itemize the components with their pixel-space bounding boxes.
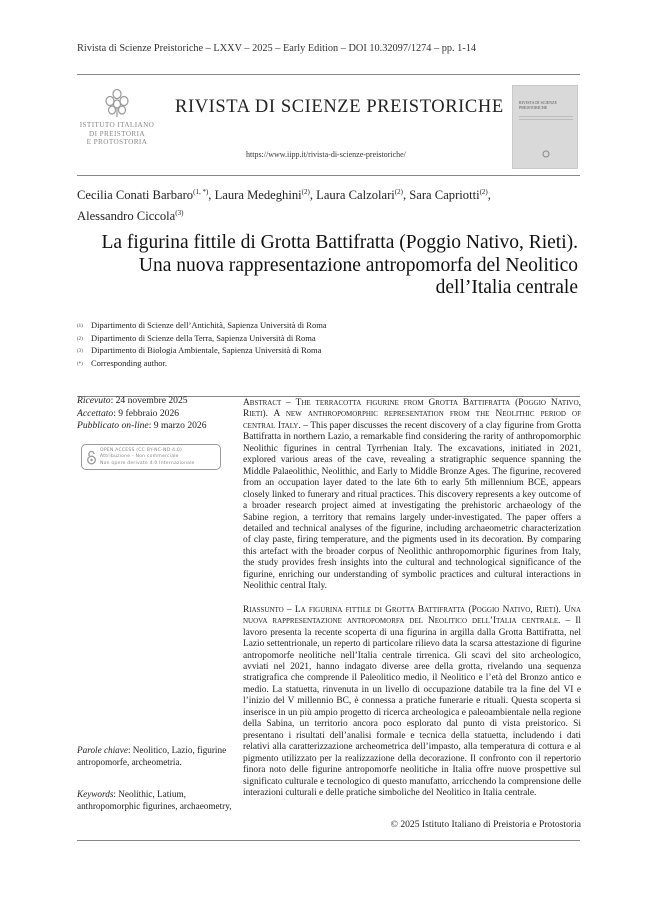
institute-name-line: DI PREISTORIA (89, 129, 145, 138)
institute-name-line: ISTITUTO ITALIANO (79, 121, 155, 129)
affiliation-mark: (1) (77, 324, 83, 329)
author-affiliation-mark: (2) (301, 188, 310, 196)
accepted-label: Accettato (77, 407, 114, 419)
abstract-english (243, 398, 581, 593)
title-line: dell’Italia centrale (435, 277, 578, 298)
affiliation-mark: (3) (77, 349, 83, 354)
keywords-english (77, 789, 237, 812)
received-value: : 24 novembre 2025 (110, 395, 188, 406)
affiliation-item (77, 333, 457, 346)
cover-divider (519, 119, 573, 120)
license-line: OPEN ACCESS (CC BY-NC-ND 4.0) (100, 448, 182, 453)
author-affiliation-mark: (2) (479, 188, 488, 196)
keywords-text: : Neolithic, Latium, anthropomorphic figurines, archaeometry, (77, 789, 232, 811)
keywords-label: Parole chiave (77, 745, 128, 755)
title-line: Una nuova rappresentazione antropomorfa del Neolitico (138, 254, 578, 276)
accepted-date (77, 408, 237, 421)
keywords-label: Keywords (77, 789, 114, 799)
cover-title: RIVISTA DI SCIENZE PREISTORICHE (519, 100, 557, 110)
article-title (58, 232, 578, 300)
received-label: Ricevuto (77, 395, 111, 406)
journal-cover-thumbnail (512, 85, 578, 169)
copyright-notice: © 2025 Istituto Italiano di Preistoria e Protostoria (390, 819, 581, 830)
section-rule (77, 175, 580, 176)
author-list (77, 183, 587, 225)
author-affiliation-mark: (1, *) (193, 188, 209, 196)
author-separator: , (208, 188, 215, 202)
riassunto-heading: Riassunto – La figurina fittile di Grotta Battifratta (Poggio Nativo, Rieti). Una nuova rappresentazione antropomorfa del Neolitico dell’Italia centrale. (243, 604, 581, 627)
affiliation-list (77, 320, 457, 370)
journal-url-link[interactable]: https://www.iipp.it/rivista-di-scienze-preistoriche/ (246, 150, 406, 159)
open-access-badge[interactable] (81, 444, 221, 470)
affiliation-text: Dipartimento di Biologia Ambientale, Sapienza Università di Roma (91, 345, 322, 355)
license-line: Non opere derivate 4.0 Internazionale (100, 460, 195, 466)
institute-emblem-icon (103, 88, 131, 118)
author-line (77, 183, 587, 204)
institute-name-line: E PROTOSTORIA (86, 138, 148, 146)
author-name: Sara Capriotti (409, 188, 480, 202)
author-name: Laura Medeghini (214, 188, 302, 202)
author-name: Alessandro Ciccola (77, 209, 176, 223)
institute-logo (77, 88, 157, 147)
keywords-text: : Neolitico, Lazio, figurine antropomorfe, archeometria. (77, 745, 227, 767)
header-rule (77, 74, 580, 75)
author-name: Cecilia Conati Barbaro (77, 188, 194, 202)
published-value: : 9 marzo 2026 (148, 420, 207, 431)
abstract-body: – This paper discusses the recent discovery of a clay figurine from Grotta Battifratta in northern Lazio, a remarkable find considering the rarity of anthropomorphic Neolithic figurines in central Tyrrhenian Italy. The excavations, initiated in 2021, explored various areas of the cave, revealing a stratigraphic sequence spanning the Middle Palaeolithic, Neolithic, and Early to Middle Bronze Ages. The figurine, recovered from an occupation layer dated to the late 6th to early 5th millennium BCE, appears closely linked to funerary and ritual practices. This discovery represents a key outcome of a broader research project aimed at investigating the prehistoric archaeology of the Sabine region, a territory that remains largely under-investigated. The paper offers a detailed and technical analyses of the figurine, including archaeometric characterization of clay paste, firing temperature, and the pigments used in its decoration. By comparing this artefact with the broader corpus of Neolithic anthropomorphic figurines from Italy, the study provides fresh insights into the cultural and technological significance of the figurine, enriching our understanding of symbolic practices and cultural interactions in Neolithic central Italy. (243, 420, 581, 592)
affiliation-mark: (*) (77, 361, 83, 367)
riassunto-body: – Il lavoro presenta la recente scoperta di una figurina in argilla dalla Grotta Battifratta, nel Lazio settentrionale, un reperto di particolare rilievo data la scarsa attestazione di figurine antropomorfe neolitiche nell’Italia centrale tirrenica. Gli scavi del sito archeologico, avviati nel 2021, hanno indagato diverse aree della grotta, rivelando una sequenza stratigrafica che comprende il Paleolitico medio, il Neolitico e l’età del Bronzo antico e medio. La statuetta, rinvenuta in un livello di occupazione databile tra la fine del VI e l’inizio del V millennio BC, è connessa a pratiche funerarie e rituali. Questa scoperta si inserisce in un più ampio progetto di ricerca archeologica e paleoambientale nella regione della Sabina, un territorio ancora poco esplorato dal punto di vista preistorico. Si presentano i risultati dell’analisi formale e tecnica della statuetta, includendo i dati relativi alla caratterizzazione archeometrica dell’impasto, alla temperatura di cottura e al pigmento utilizzato per la realizzazione della decorazione. Il confronto con il repertorio finora noto delle figurine antropomorfe neolitiche in Italia offre nuove prospettive sul significato culturale e tecnologico di questo manufatto, arricchendo la comprensione delle interazioni culturali e delle pratiche simboliche del Neolitico in Italia centrale. (243, 616, 582, 798)
affiliation-text: Dipartimento di Scienze della Terra, Sapienza Università di Roma (91, 332, 316, 343)
title-line: La figurina fittile di Grotta Battifratta (Poggio Nativo, Rieti). (101, 232, 578, 253)
affiliation-item (77, 320, 457, 333)
open-access-icon (86, 450, 97, 465)
keywords-italian (77, 745, 237, 768)
author-name: Laura Calzolari (316, 188, 395, 202)
affiliation-text: Dipartimento di Scienze dell’Antichità, Sapienza Università di Roma (91, 320, 327, 330)
affiliation-item (77, 345, 457, 358)
affiliation-mark: (2) (77, 336, 83, 342)
footer-rule (77, 840, 580, 841)
author-line (77, 204, 587, 225)
author-affiliation-mark: (3) (175, 209, 184, 217)
received-date (77, 395, 237, 408)
published-date (77, 420, 237, 433)
published-label: Pubblicato on-line (77, 420, 149, 431)
abstract-column (243, 398, 581, 811)
journal-title: RIVISTA DI SCIENZE PREISTORICHE (175, 97, 504, 117)
accepted-value: : 9 febbraio 2026 (113, 407, 180, 419)
author-separator: , (309, 188, 317, 202)
cover-emblem-icon (542, 150, 550, 158)
affiliation-item (77, 358, 457, 371)
author-separator: , (402, 188, 410, 202)
author-separator: , (487, 188, 491, 202)
license-line: Attribuzione - Non commerciale (100, 454, 179, 460)
running-head: Rivista di Scienze Preistoriche – LXXV – 2025 – Early Edition – DOI 10.32097/1274 – pp. 1-14 (77, 43, 477, 54)
author-affiliation-mark: (2) (394, 188, 403, 196)
abstract-italian (243, 605, 581, 800)
publication-dates (77, 395, 237, 433)
abstract-heading: Abstract – The terracotta figurine from Grotta Battifratta (Poggio Nativo, Rieti). A new anthropomorphic representation from the Neolithic period of central Italy. (243, 398, 581, 431)
affiliation-text: Corresponding author. (91, 357, 168, 368)
cover-divider (519, 116, 573, 117)
